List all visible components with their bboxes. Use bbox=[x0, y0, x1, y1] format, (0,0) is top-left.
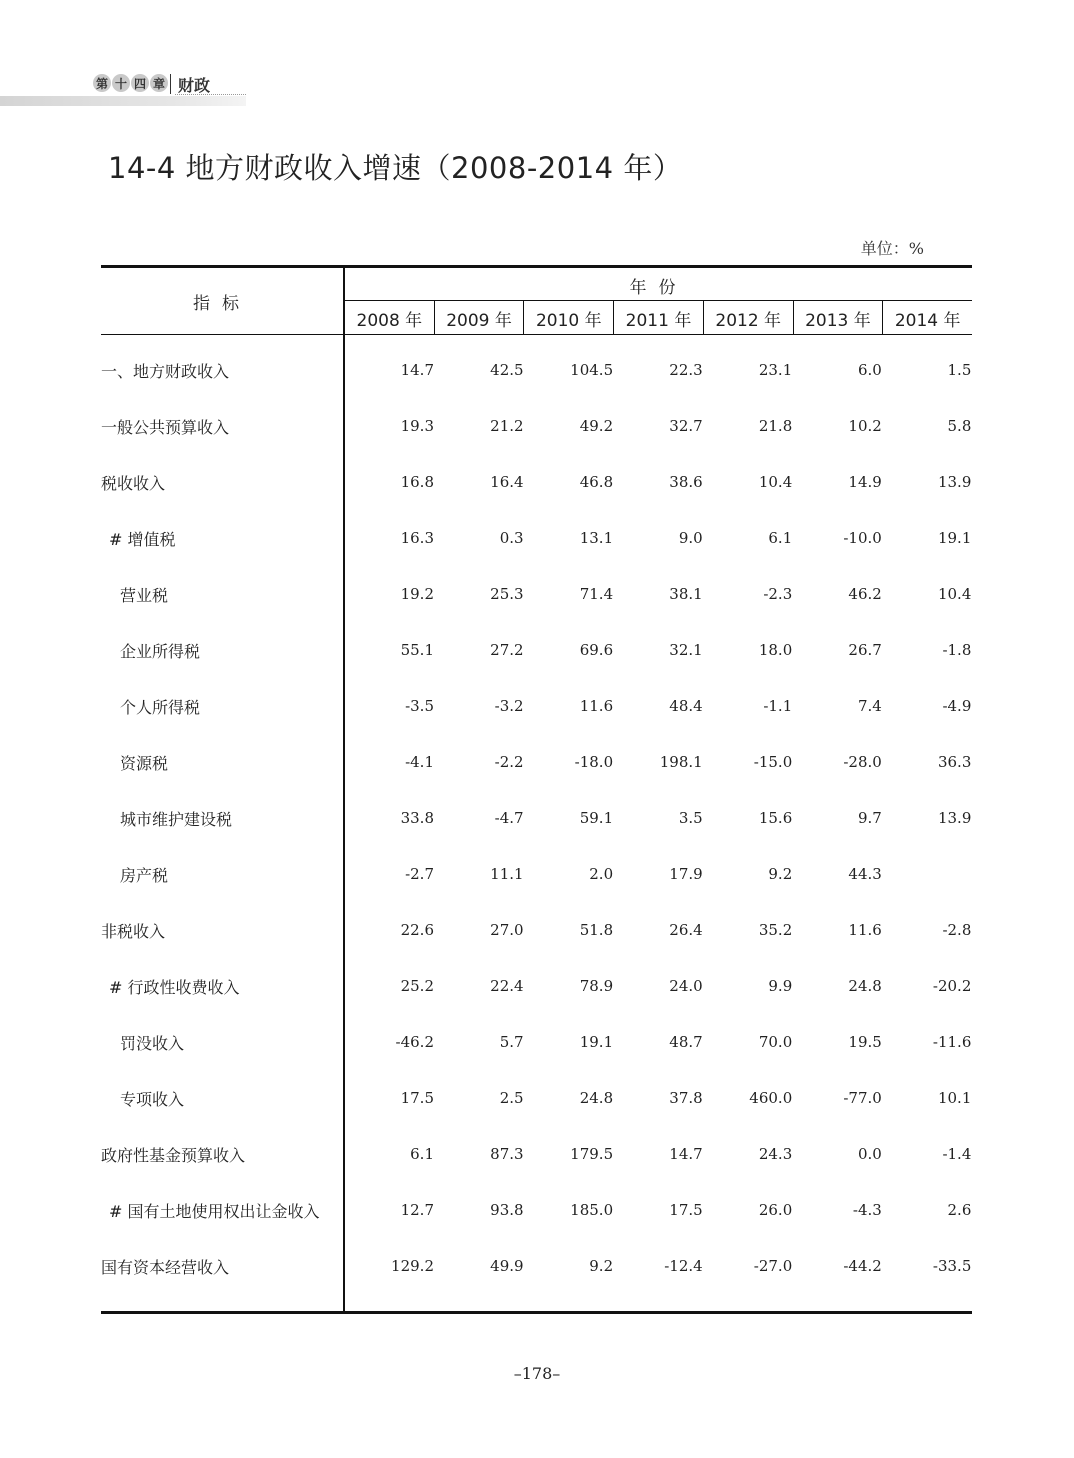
row-label: 专项收入 bbox=[120, 1089, 185, 1109]
value-cell: 19.2 bbox=[400, 585, 434, 603]
year-header-row bbox=[345, 300, 972, 335]
value-cell: -1.1 bbox=[763, 697, 793, 715]
table-row bbox=[101, 342, 972, 398]
value-cell: 6.1 bbox=[410, 1145, 434, 1163]
value-cell: 87.3 bbox=[490, 1145, 524, 1163]
value-cell: 16.8 bbox=[400, 473, 434, 491]
value-cell: 27.2 bbox=[490, 641, 524, 659]
value-cell: 38.1 bbox=[669, 585, 703, 603]
value-cell: 46.2 bbox=[848, 585, 882, 603]
row-label: 营业税 bbox=[120, 585, 169, 605]
value-cell: -77.0 bbox=[843, 1089, 882, 1107]
value-cell: 16.4 bbox=[490, 473, 524, 491]
row-label: 城市维护建设税 bbox=[120, 809, 233, 829]
table-bottom-rule bbox=[101, 1311, 972, 1314]
row-label: 一般公共预算收入 bbox=[101, 417, 230, 437]
value-cell: 15.6 bbox=[758, 809, 793, 827]
table-row bbox=[101, 566, 972, 622]
value-cell: -2.8 bbox=[942, 921, 972, 939]
value-cell: 2.6 bbox=[947, 1201, 972, 1219]
chapter-char: 第 bbox=[93, 74, 111, 92]
row-label: # 行政性收费收入 bbox=[109, 977, 240, 997]
value-cell: 26.7 bbox=[848, 641, 882, 659]
chapter-char: 十 bbox=[112, 74, 130, 92]
value-cell: 59.1 bbox=[579, 809, 614, 827]
value-cell: 24.3 bbox=[758, 1145, 793, 1163]
value-cell: -4.7 bbox=[494, 809, 524, 827]
table-row bbox=[101, 678, 972, 734]
value-cell: 69.6 bbox=[579, 641, 614, 659]
value-cell: 12.7 bbox=[400, 1201, 434, 1219]
value-cell: -3.5 bbox=[405, 697, 434, 715]
value-cell: 9.2 bbox=[589, 1257, 614, 1275]
row-label: 资源税 bbox=[120, 753, 169, 773]
value-cell: 10.4 bbox=[937, 585, 972, 603]
value-cell: 3.5 bbox=[678, 809, 703, 827]
value-cell: 129.2 bbox=[391, 1257, 434, 1275]
value-cell: 0.3 bbox=[499, 529, 524, 547]
value-cell: 19.1 bbox=[579, 1033, 614, 1051]
value-cell: 13.1 bbox=[579, 529, 614, 547]
table-row bbox=[101, 902, 972, 958]
year-header-cell: 2012 年 bbox=[703, 301, 793, 335]
value-cell: 51.8 bbox=[579, 921, 614, 939]
year-header-cell: 2011 年 bbox=[613, 301, 703, 335]
value-cell: 55.1 bbox=[400, 641, 434, 659]
chapter-char: 四 bbox=[131, 74, 149, 92]
value-cell: 1.5 bbox=[947, 361, 972, 379]
row-label: # 国有土地使用权出让金收入 bbox=[109, 1201, 320, 1221]
value-cell: -1.4 bbox=[942, 1145, 972, 1163]
value-cell: 27.0 bbox=[490, 921, 524, 939]
value-cell: 32.1 bbox=[669, 641, 703, 659]
value-cell: 48.7 bbox=[669, 1033, 703, 1051]
value-cell: -11.6 bbox=[932, 1033, 972, 1051]
value-cell: 6.0 bbox=[857, 361, 882, 379]
value-cell: 36.3 bbox=[937, 753, 972, 771]
value-cell: 23.1 bbox=[758, 361, 793, 379]
table-row bbox=[101, 510, 972, 566]
value-cell: 11.1 bbox=[490, 865, 524, 883]
row-label: 企业所得税 bbox=[120, 641, 201, 661]
value-cell: -12.4 bbox=[664, 1257, 703, 1275]
section-name: 财政 bbox=[178, 76, 211, 95]
value-cell: 70.0 bbox=[758, 1033, 793, 1051]
year-header-cell: 2009 年 bbox=[434, 301, 524, 335]
value-cell: 17.5 bbox=[400, 1089, 434, 1107]
value-cell: 0.0 bbox=[857, 1145, 882, 1163]
value-cell: -2.2 bbox=[494, 753, 524, 771]
value-cell: 21.2 bbox=[490, 417, 524, 435]
row-label: 政府性基金预算收入 bbox=[101, 1145, 246, 1165]
value-cell: -46.2 bbox=[395, 1033, 434, 1051]
value-cell: 198.1 bbox=[659, 753, 703, 771]
value-cell: 2.0 bbox=[589, 865, 614, 883]
value-cell: 22.6 bbox=[400, 921, 434, 939]
row-label: # 增值税 bbox=[109, 529, 176, 549]
value-cell: -18.0 bbox=[574, 753, 614, 771]
value-cell: 22.3 bbox=[669, 361, 703, 379]
value-cell: 14.9 bbox=[848, 473, 882, 491]
value-cell: 37.8 bbox=[669, 1089, 703, 1107]
value-cell: 22.4 bbox=[490, 977, 524, 995]
value-cell: 32.7 bbox=[669, 417, 703, 435]
value-cell: 24.8 bbox=[579, 1089, 614, 1107]
table-row bbox=[101, 790, 972, 846]
value-cell: 11.6 bbox=[848, 921, 882, 939]
value-cell: 10.4 bbox=[758, 473, 793, 491]
value-cell: 19.5 bbox=[848, 1033, 882, 1051]
table-row bbox=[101, 454, 972, 510]
row-label: 国有资本经营收入 bbox=[101, 1257, 230, 1277]
value-cell: 25.2 bbox=[400, 977, 434, 995]
year-header-cell: 2010 年 bbox=[523, 301, 613, 335]
page-title: 14-4 地方财政收入增速（2008-2014 年） bbox=[108, 151, 683, 185]
header-band bbox=[0, 96, 246, 106]
value-cell: 104.5 bbox=[570, 361, 614, 379]
value-cell: -4.1 bbox=[405, 753, 434, 771]
value-cell: 78.9 bbox=[579, 977, 614, 995]
table-row bbox=[101, 846, 972, 902]
value-cell: 24.8 bbox=[848, 977, 882, 995]
value-cell: -10.0 bbox=[843, 529, 882, 547]
value-cell: 35.2 bbox=[758, 921, 793, 939]
value-cell: 460.0 bbox=[749, 1089, 793, 1107]
row-label: 房产税 bbox=[120, 865, 169, 885]
row-label: 一、地方财政收入 bbox=[101, 361, 230, 381]
year-header-cell: 2013 年 bbox=[793, 301, 883, 335]
value-cell: 25.3 bbox=[490, 585, 524, 603]
value-cell bbox=[882, 865, 972, 883]
value-cell: 14.7 bbox=[400, 361, 434, 379]
value-cell: 33.8 bbox=[400, 809, 434, 827]
value-cell: 5.8 bbox=[947, 417, 972, 435]
value-cell: -4.3 bbox=[852, 1201, 882, 1219]
value-cell: 18.0 bbox=[758, 641, 793, 659]
value-cell: -33.5 bbox=[932, 1257, 972, 1275]
value-cell: 179.5 bbox=[570, 1145, 614, 1163]
value-cell: 49.9 bbox=[490, 1257, 524, 1275]
value-cell: 9.7 bbox=[857, 809, 882, 827]
value-cell: 71.4 bbox=[579, 585, 614, 603]
value-cell: 26.0 bbox=[758, 1201, 793, 1219]
chapter-char: 章 bbox=[150, 74, 168, 92]
value-cell: 185.0 bbox=[570, 1201, 614, 1219]
value-cell: -3.2 bbox=[494, 697, 524, 715]
value-cell: 9.2 bbox=[768, 865, 793, 883]
page-number: –178– bbox=[513, 1364, 561, 1383]
value-cell: -20.2 bbox=[932, 977, 972, 995]
value-cell: 24.0 bbox=[669, 977, 703, 995]
year-header-cell: 2014 年 bbox=[882, 301, 972, 335]
value-cell: 10.2 bbox=[848, 417, 882, 435]
value-cell: -1.8 bbox=[942, 641, 972, 659]
row-label: 税收收入 bbox=[101, 473, 166, 493]
value-cell: 26.4 bbox=[669, 921, 703, 939]
value-cell: 16.3 bbox=[400, 529, 434, 547]
value-cell: 21.8 bbox=[758, 417, 793, 435]
value-cell: 13.9 bbox=[937, 473, 972, 491]
value-cell: -27.0 bbox=[753, 1257, 793, 1275]
table-row bbox=[101, 1182, 972, 1238]
value-cell: 48.4 bbox=[669, 697, 703, 715]
chapter-badge bbox=[93, 74, 168, 92]
value-cell: 9.0 bbox=[678, 529, 703, 547]
value-cell: 44.3 bbox=[848, 865, 882, 883]
value-cell: -4.9 bbox=[942, 697, 972, 715]
indicator-header: 指标 bbox=[193, 293, 251, 314]
table-row bbox=[101, 622, 972, 678]
year-group-header: 年份 bbox=[629, 277, 688, 298]
table-body bbox=[101, 342, 972, 1294]
year-header-cell: 2008 年 bbox=[356, 310, 423, 331]
value-cell: 19.3 bbox=[400, 417, 434, 435]
value-cell: -2.7 bbox=[405, 865, 434, 883]
value-cell: 2.5 bbox=[499, 1089, 524, 1107]
value-cell: -44.2 bbox=[843, 1257, 882, 1275]
value-cell: 93.8 bbox=[490, 1201, 524, 1219]
table-row bbox=[101, 1238, 972, 1294]
value-cell: 38.6 bbox=[669, 473, 703, 491]
value-cell: 46.8 bbox=[579, 473, 614, 491]
value-cell: 13.9 bbox=[937, 809, 972, 827]
value-cell: 49.2 bbox=[579, 417, 614, 435]
table-row bbox=[101, 1126, 972, 1182]
value-cell: 14.7 bbox=[669, 1145, 703, 1163]
row-label: 罚没收入 bbox=[120, 1033, 185, 1053]
value-cell: 6.1 bbox=[768, 529, 793, 547]
value-cell: 42.5 bbox=[490, 361, 524, 379]
value-cell: 19.1 bbox=[937, 529, 972, 547]
table-row bbox=[101, 1070, 972, 1126]
value-cell: -15.0 bbox=[753, 753, 793, 771]
header-separator bbox=[170, 74, 171, 94]
value-cell: -28.0 bbox=[843, 753, 882, 771]
value-cell: -2.3 bbox=[763, 585, 793, 603]
unit-label: 单位：% bbox=[860, 239, 924, 258]
row-label: 个人所得税 bbox=[120, 697, 201, 717]
value-cell: 11.6 bbox=[579, 697, 614, 715]
table-row bbox=[101, 734, 972, 790]
row-label: 非税收入 bbox=[101, 921, 166, 941]
table-row bbox=[101, 398, 972, 454]
value-cell: 17.9 bbox=[669, 865, 703, 883]
table-row bbox=[101, 958, 972, 1014]
value-cell: 9.9 bbox=[768, 977, 793, 995]
value-cell: 5.7 bbox=[499, 1033, 524, 1051]
table-row bbox=[101, 1014, 972, 1070]
value-cell: 10.1 bbox=[937, 1089, 972, 1107]
value-cell: 7.4 bbox=[857, 697, 882, 715]
value-cell: 17.5 bbox=[669, 1201, 703, 1219]
